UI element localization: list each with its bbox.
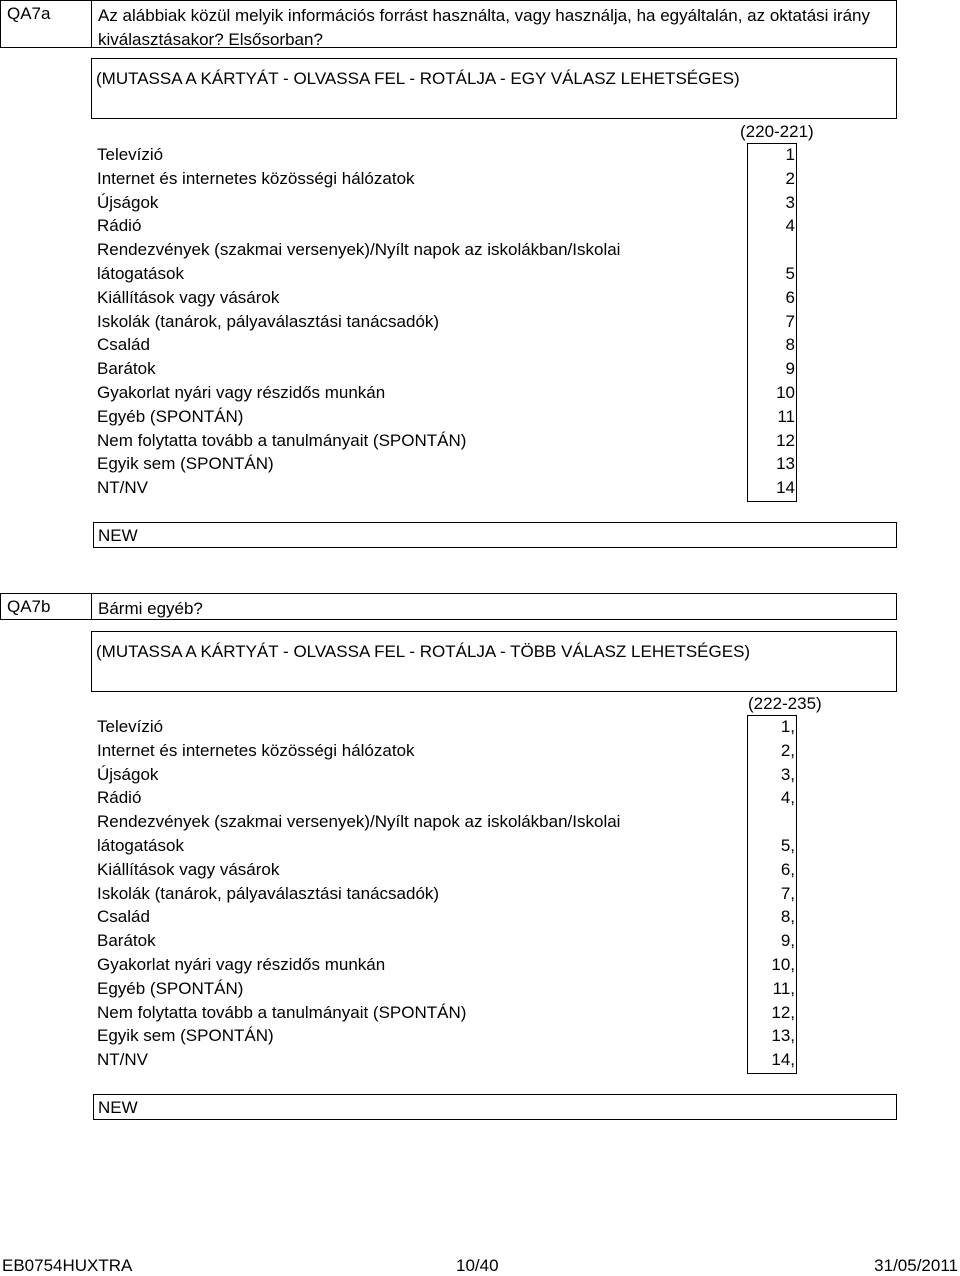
option-code: 7, [780,883,795,903]
question-text-qa7b: Bármi egyéb? [91,593,897,620]
option-label: Egyéb (SPONTÁN) [97,406,244,426]
option-label: Egyéb (SPONTÁN) [97,978,244,998]
option-label: Barátok [97,359,156,379]
option-row [95,1024,795,1048]
option-code: 10, [771,954,795,974]
option-label: Egyik sem (SPONTÁN) [97,454,274,474]
option-label: Barátok [97,931,156,951]
option-label: Rádió [97,788,142,808]
code-range-qa7a: (220-221) [740,122,814,141]
option-label: Iskolák (tanárok, pályaválasztási tanácsadók) [97,311,440,331]
option-label: NT/NV [97,478,148,498]
option-code: 2 [785,168,795,188]
option-code: 6 [785,287,795,307]
option-label: Nem folytatta tovább a tanulmányait (SPONTÁN) [97,1002,467,1022]
instruction-qa7b: (MUTASSA A KÁRTYÁT - OLVASSA FEL - ROTÁLJA - TÖBB VÁLASZ LEHETSÉGES) [91,631,897,692]
option-label: Rendezvények (szakmai versenyek)/Nyílt napok az iskolákban/Iskolai [97,812,621,832]
option-row [95,452,795,476]
option-row [95,143,795,167]
option-label: Rádió [97,216,142,236]
option-row [95,882,795,906]
option-code: 2, [780,740,795,760]
option-code: 12 [776,430,795,450]
footer-date: 31/05/2011 [874,1256,958,1275]
option-code: 7 [785,311,795,331]
option-row [95,310,795,334]
option-row [95,381,795,405]
option-row [95,763,795,787]
option-label: Nem folytatta tovább a tanulmányait (SPONTÁN) [97,430,467,450]
option-row [95,357,795,381]
option-label: Iskolák (tanárok, pályaválasztási tanácsadók) [97,883,440,903]
option-row [95,834,795,858]
option-code: 6, [780,859,795,879]
option-code: 8 [785,335,795,355]
option-code: 3 [785,192,795,212]
option-row [95,405,795,429]
option-row [95,977,795,1001]
option-row [95,286,795,310]
option-code: 13, [771,1026,795,1046]
option-code: 13 [776,454,795,474]
option-code: 5 [785,263,795,283]
option-code: 14 [776,478,795,498]
option-code: 10 [776,382,795,402]
option-row [95,167,795,191]
option-code: 9, [780,931,795,951]
option-code: 14, [771,1050,795,1070]
option-label: Gyakorlat nyári vagy részidős munkán [97,954,386,974]
option-code: 5, [780,835,795,855]
option-label: látogatások [97,835,184,855]
question-id-qa7b: QA7b [0,593,92,620]
option-label: látogatások [97,263,184,283]
option-label: Gyakorlat nyári vagy részidős munkán [97,382,386,402]
footer-doc-code: EB0754HUXTRA [2,1256,133,1275]
option-row [95,1048,795,1072]
option-row [95,429,795,453]
option-label: Televízió [97,717,164,736]
option-label: Család [97,907,150,927]
instruction-qa7a: (MUTASSA A KÁRTYÁT - OLVASSA FEL - ROTÁLJA - EGY VÁLASZ LEHETSÉGES) [91,58,897,119]
option-label: Televízió [97,145,164,164]
option-code: 11 [777,406,795,426]
option-row [95,1001,795,1025]
new-box-qa7a: NEW [93,522,897,548]
option-list-qa7a [95,143,795,500]
option-row [95,191,795,215]
option-code: 4 [785,216,795,236]
option-label: Internet és internetes közösségi hálózatok [97,740,415,760]
option-code: 12, [771,1002,795,1022]
option-label: Újságok [97,192,159,212]
new-box-qa7b: NEW [93,1094,897,1120]
option-code: 8, [780,907,795,927]
option-row [95,905,795,929]
question-id-qa7a: QA7a [0,0,92,48]
option-label: Kiállítások vagy vásárok [97,859,280,879]
option-label: Család [97,335,150,355]
option-code: 4, [780,788,795,808]
option-row [95,810,795,834]
option-row [95,262,795,286]
option-label: Internet és internetes közösségi hálózatok [97,168,415,188]
footer-page-number: 10/40 [456,1256,499,1275]
option-row [95,715,795,739]
option-row [95,858,795,882]
option-list-qa7b [95,715,795,1072]
option-row [95,333,795,357]
question-text-qa7a: Az alábbiak közül melyik információs forrást használta, vagy használja, ha egyáltalán, az oktatási irány kiválasztásakor? Elsősorban? [91,0,897,48]
option-code: 1, [780,717,795,736]
option-code: 1 [785,145,795,164]
option-label: Rendezvények (szakmai versenyek)/Nyílt napok az iskolákban/Iskolai [97,240,621,260]
option-code: 11, [772,978,795,998]
option-row [95,214,795,238]
option-row [95,238,795,262]
option-row [95,786,795,810]
option-code: 9 [785,359,795,379]
option-label: Újságok [97,764,159,784]
option-label: Egyik sem (SPONTÁN) [97,1026,274,1046]
option-row [95,953,795,977]
option-row [95,476,795,500]
option-code: 3, [780,764,795,784]
option-row [95,739,795,763]
option-row [95,929,795,953]
option-label: NT/NV [97,1050,148,1070]
option-label: Kiállítások vagy vásárok [97,287,280,307]
code-range-qa7b: (222-235) [748,694,822,713]
